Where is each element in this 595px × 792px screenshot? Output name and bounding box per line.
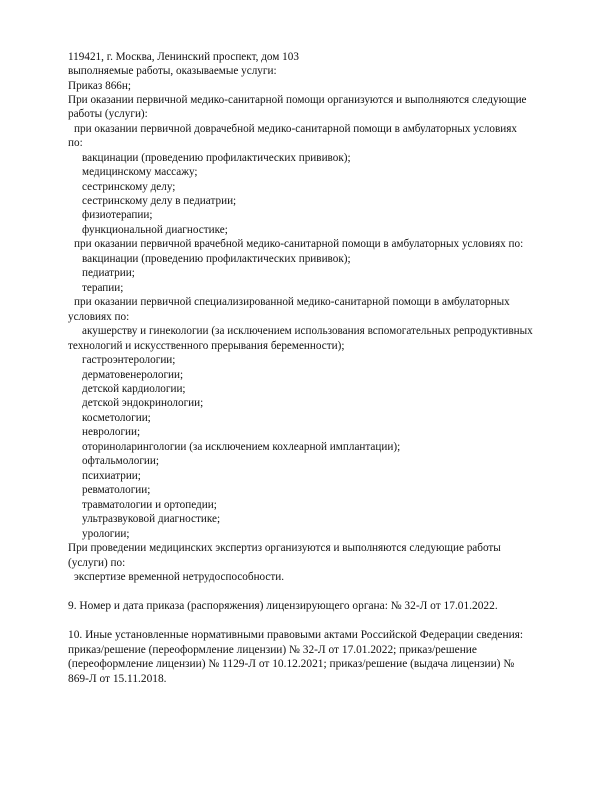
- section-10-line: приказ/решение (переоформление лицензии) № 32-Л от 17.01.2022; приказ/решение: [68, 644, 477, 656]
- expertise-intro-line: (услуги) по:: [68, 557, 126, 569]
- list-item: офтальмологии;: [82, 455, 159, 467]
- list-item: детской эндокринологии;: [82, 397, 204, 409]
- order-reference: Приказ 866н;: [68, 80, 131, 92]
- specialized-header-line: при оказании первичной специализированной медико-санитарной помощи в амбулаторных: [74, 296, 510, 308]
- primary-care-intro-line: При оказании первичной медико-санитарной помощи организуются и выполняются следующие: [68, 94, 527, 106]
- list-item: сестринскому делу в педиатрии;: [82, 195, 237, 207]
- prehospital-header-line: при оказании первичной доврачебной медико-санитарной помощи в амбулаторных условиях: [74, 123, 517, 135]
- list-item: косметологии;: [82, 412, 151, 424]
- list-item: вакцинации (проведению профилактических прививок);: [82, 152, 351, 164]
- list-item: урологии;: [82, 528, 130, 540]
- primary-care-intro-line: работы (услуги):: [68, 108, 148, 120]
- section-9: 9. Номер и дата приказа (распоряжения) лицензирующего органа: № 32-Л от 17.01.2022.: [68, 600, 498, 612]
- specialized-header-line: условиях по:: [68, 311, 130, 323]
- list-item: медицинскому массажу;: [82, 166, 198, 178]
- list-item: оториноларингологии (за исключением кохлеарной имплантации);: [82, 441, 401, 453]
- section-10-line: 10. Иные установленные нормативными правовыми актами Российской Федерации сведения:: [68, 629, 524, 641]
- list-item: экспертизе временной нетрудоспособности.: [74, 571, 285, 583]
- services-label: выполняемые работы, оказываемые услуги:: [68, 65, 277, 77]
- list-item: гастроэнтерологии;: [82, 354, 176, 366]
- expertise-intro-line: При проведении медицинских экспертиз организуются и выполняются следующие работы: [68, 542, 501, 554]
- list-item: терапии;: [82, 282, 124, 294]
- section-10-line: (переоформление лицензии) № 1129-Л от 10.12.2021; приказ/решение (выдача лицензии) №: [68, 658, 515, 670]
- list-item: вакцинации (проведению профилактических прививок);: [82, 253, 351, 265]
- list-item: ультразвуковой диагностике;: [82, 513, 221, 525]
- list-item: ревматологии;: [82, 484, 151, 496]
- list-item: педиатрии;: [82, 267, 135, 279]
- list-item: сестринскому делу;: [82, 181, 176, 193]
- list-item: детской кардиологии;: [82, 383, 186, 395]
- list-item-continuation: технологий и искусственного прерывания беременности);: [68, 340, 345, 352]
- list-item: акушерству и гинекологии (за исключением использования вспомогательных репродуктивных: [82, 325, 533, 337]
- list-item: неврологии;: [82, 426, 141, 438]
- list-item: психиатрии;: [82, 470, 141, 482]
- address-line: 119421, г. Москва, Ленинский проспект, дом 103: [68, 51, 299, 63]
- list-item: функциональной диагностике;: [82, 224, 228, 236]
- list-item: травматологии и ортопедии;: [82, 499, 217, 511]
- physician-header: при оказании первичной врачебной медико-санитарной помощи в амбулаторных условиях по:: [74, 238, 524, 250]
- prehospital-header-line: по:: [68, 137, 83, 149]
- list-item: дерматовенерологии;: [82, 369, 184, 381]
- section-10-line: 869-Л от 15.11.2018.: [68, 673, 167, 685]
- list-item: физиотерапии;: [82, 209, 153, 221]
